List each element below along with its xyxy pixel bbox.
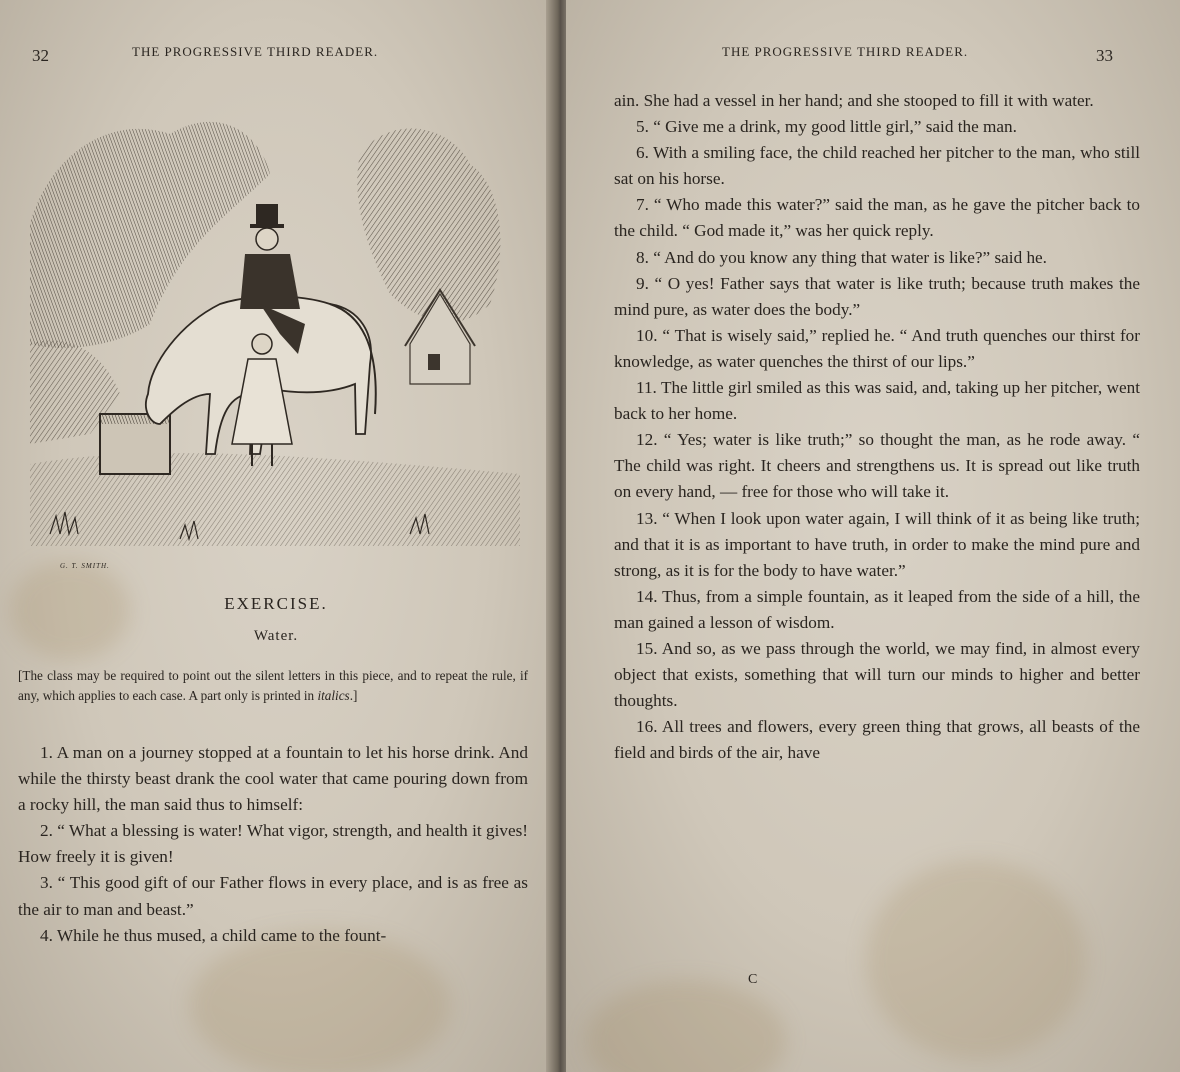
paragraph: 2. “ What a blessing is water! What vigor, strength, and health it gives! How freely it is given! [18, 821, 528, 867]
page-stain [586, 980, 786, 1072]
paragraph: 9. “ O yes! Father says that water is like truth; because truth makes the mind pure, as water does the body.” [614, 273, 1140, 319]
paragraph: ain. She had a vessel in her hand; and she stooped to fill it with water. [614, 91, 1094, 110]
paragraph: 8. “ And do you know any thing that water is like?” said he. [636, 247, 1047, 267]
paragraph: 15. And so, as we pass through the world, we may find, in almost every object that exists, something that will turn our minds to higher and better thoughts. [614, 638, 1140, 711]
note-text-end: .] [349, 688, 358, 703]
paragraph: 16. All trees and flowers, every green thing that grows, all beasts of the field and birds of the air, have [614, 717, 1140, 763]
paragraph: 7. “ Who made this water?” said the man, as he gave the pitcher back to the child. “ God made it,” was her quick reply. [614, 195, 1140, 241]
exercise-heading: EXERCISE. [224, 594, 328, 613]
running-head: THE PROGRESSIVE THIRD READER. [722, 44, 969, 59]
left-body-text [18, 740, 528, 949]
left-page [0, 0, 552, 1072]
paragraph: 10. “ That is wisely said,” replied he. “ And truth quenches our thirst for knowledge, as water quenches the thirst of our lips.” [614, 325, 1140, 371]
engraving-illustration [30, 94, 520, 546]
paragraph: 6. With a smiling face, the child reached her pitcher to the man, who still sat on his horse. [614, 143, 1140, 189]
engraver-credit: G. T. SMITH. [60, 562, 110, 570]
running-head: THE PROGRESSIVE THIRD READER. [132, 44, 379, 59]
note-text: [The class may be required to point out the silent letters in this piece, and to repeat the rule, if any, which applies to each case. A part only is printed in [18, 668, 528, 703]
paragraph: 14. Thus, from a simple fountain, as it leaped from the side of a hill, the man gained a lesson of wisdom. [614, 586, 1140, 632]
note-italic-word: italics [317, 688, 350, 703]
lesson-title: Water. [253, 628, 299, 644]
paragraph: 3. “ This good gift of our Father flows in every place, and is as free as the air to man and beast.” [18, 873, 528, 919]
instruction-note [18, 666, 528, 706]
signature-mark: C [748, 972, 758, 987]
page-number: 32 [32, 46, 49, 65]
right-body-text [614, 88, 1140, 766]
paragraph: 4. While he thus mused, a child came to the fount- [40, 925, 387, 945]
page-stain [190, 930, 450, 1072]
page-stain [866, 860, 1086, 1060]
page-number: 33 [1096, 46, 1113, 65]
right-page [566, 0, 1180, 1072]
paragraph: 1. A man on a journey stopped at a fountain to let his horse drink. And while the thirsty beast drank the cool water that came pouring down from a rocky hill, the man said thus to himself: [18, 743, 528, 815]
paragraph: 5. “ Give me a drink, my good little girl,” said the man. [636, 117, 1017, 137]
paragraph: 13. “ When I look upon water again, I will think of it as being like truth; and that it is as important to have truth, in order to make the mind pure and strong, as it is for the body to have water.” [614, 508, 1140, 580]
paragraph: 12. “ Yes; water is like truth;” so thought the man, as he rode away. “ The child was right. It cheers and strengthens us. It is spread out like truth on every hand, — free for those who will take it. [614, 430, 1140, 502]
paragraph: 11. The little girl smiled as this was said, and, taking up her pitcher, went back to her home. [614, 378, 1140, 424]
